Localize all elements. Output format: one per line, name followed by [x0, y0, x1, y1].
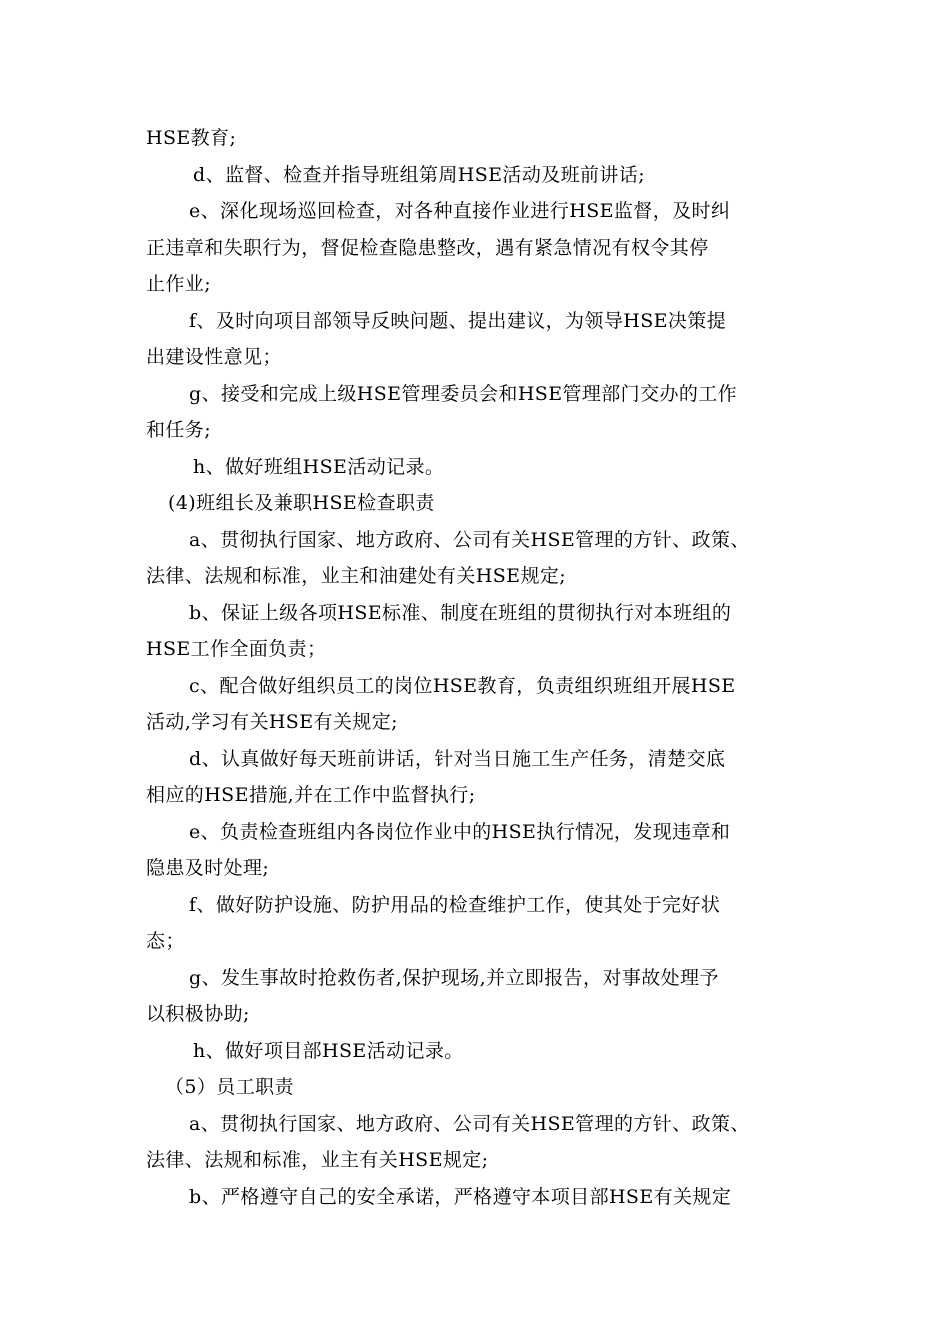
text-line: h、做好项目部HSE活动记录。 [193, 1040, 464, 1062]
text-line: h、做好班组HSE活动记录。 [193, 456, 445, 478]
text-line: b、严格遵守自己的安全承诺，严格遵守本项目部HSE有关规定 [189, 1186, 732, 1208]
text-line: f、做好防护设施、防护用品的检查维护工作，使其处于完好状 [189, 894, 721, 916]
section-heading: (4)班组长及兼职HSE检查职责 [168, 492, 435, 514]
text-line: d、认真做好每天班前讲话，针对当日施工生产任务，清楚交底 [189, 748, 726, 770]
text-line: 法律、法规和标准，业主有关HSE规定; [146, 1149, 489, 1171]
text-line: 法律、法规和标准，业主和油建处有关HSE规定; [146, 565, 567, 587]
text-line: HSE工作全面负责； [146, 638, 327, 660]
text-line: a、贯彻执行国家、地方政府、公司有关HSE管理的方针、政策、 [189, 529, 750, 551]
text-line: e、深化现场巡回检查，对各种直接作业进行HSE监督，及时纠 [189, 200, 731, 222]
text-line: e、负责检查班组内各岗位作业中的HSE执行情况，发现违章和 [189, 821, 731, 843]
text-line: 和任务; [146, 419, 212, 441]
text-line: g、发生事故时抢救伤者,保护现场,并立即报告，对事故处理予 [189, 967, 719, 989]
text-line: c、配合做好组织员工的岗位HSE教育，负责组织班组开展HSE [189, 675, 736, 697]
text-line: b、保证上级各项HSE标准、制度在班组的贯彻执行对本班组的 [189, 602, 732, 624]
text-line: 相应的HSE措施,并在工作中监督执行; [146, 784, 476, 806]
text-line: 活动,学习有关HSE有关规定; [146, 711, 398, 733]
text-line: g、接受和完成上级HSE管理委员会和HSE管理部门交办的工作 [189, 383, 738, 405]
text-line: 止作业; [146, 273, 212, 295]
text-line: a、贯彻执行国家、地方政府、公司有关HSE管理的方针、政策、 [189, 1113, 750, 1135]
text-line: 以积极协助; [146, 1003, 250, 1025]
text-line: 态； [146, 930, 185, 952]
text-line: 正违章和失职行为，督促检查隐患整改，遇有紧急情况有权令其停 [146, 237, 709, 259]
section-heading: （5）员工职责 [165, 1076, 294, 1098]
text-line: 出建设性意见； [146, 346, 282, 368]
text-line: f、及时向项目部领导反映问题、提出建议，为领导HSE决策提 [189, 310, 727, 332]
text-line: HSE教育; [146, 127, 237, 149]
text-line: 隐患及时处理; [146, 857, 270, 879]
text-line: d、监督、检查并指导班组第周HSE活动及班前讲话; [193, 164, 646, 186]
